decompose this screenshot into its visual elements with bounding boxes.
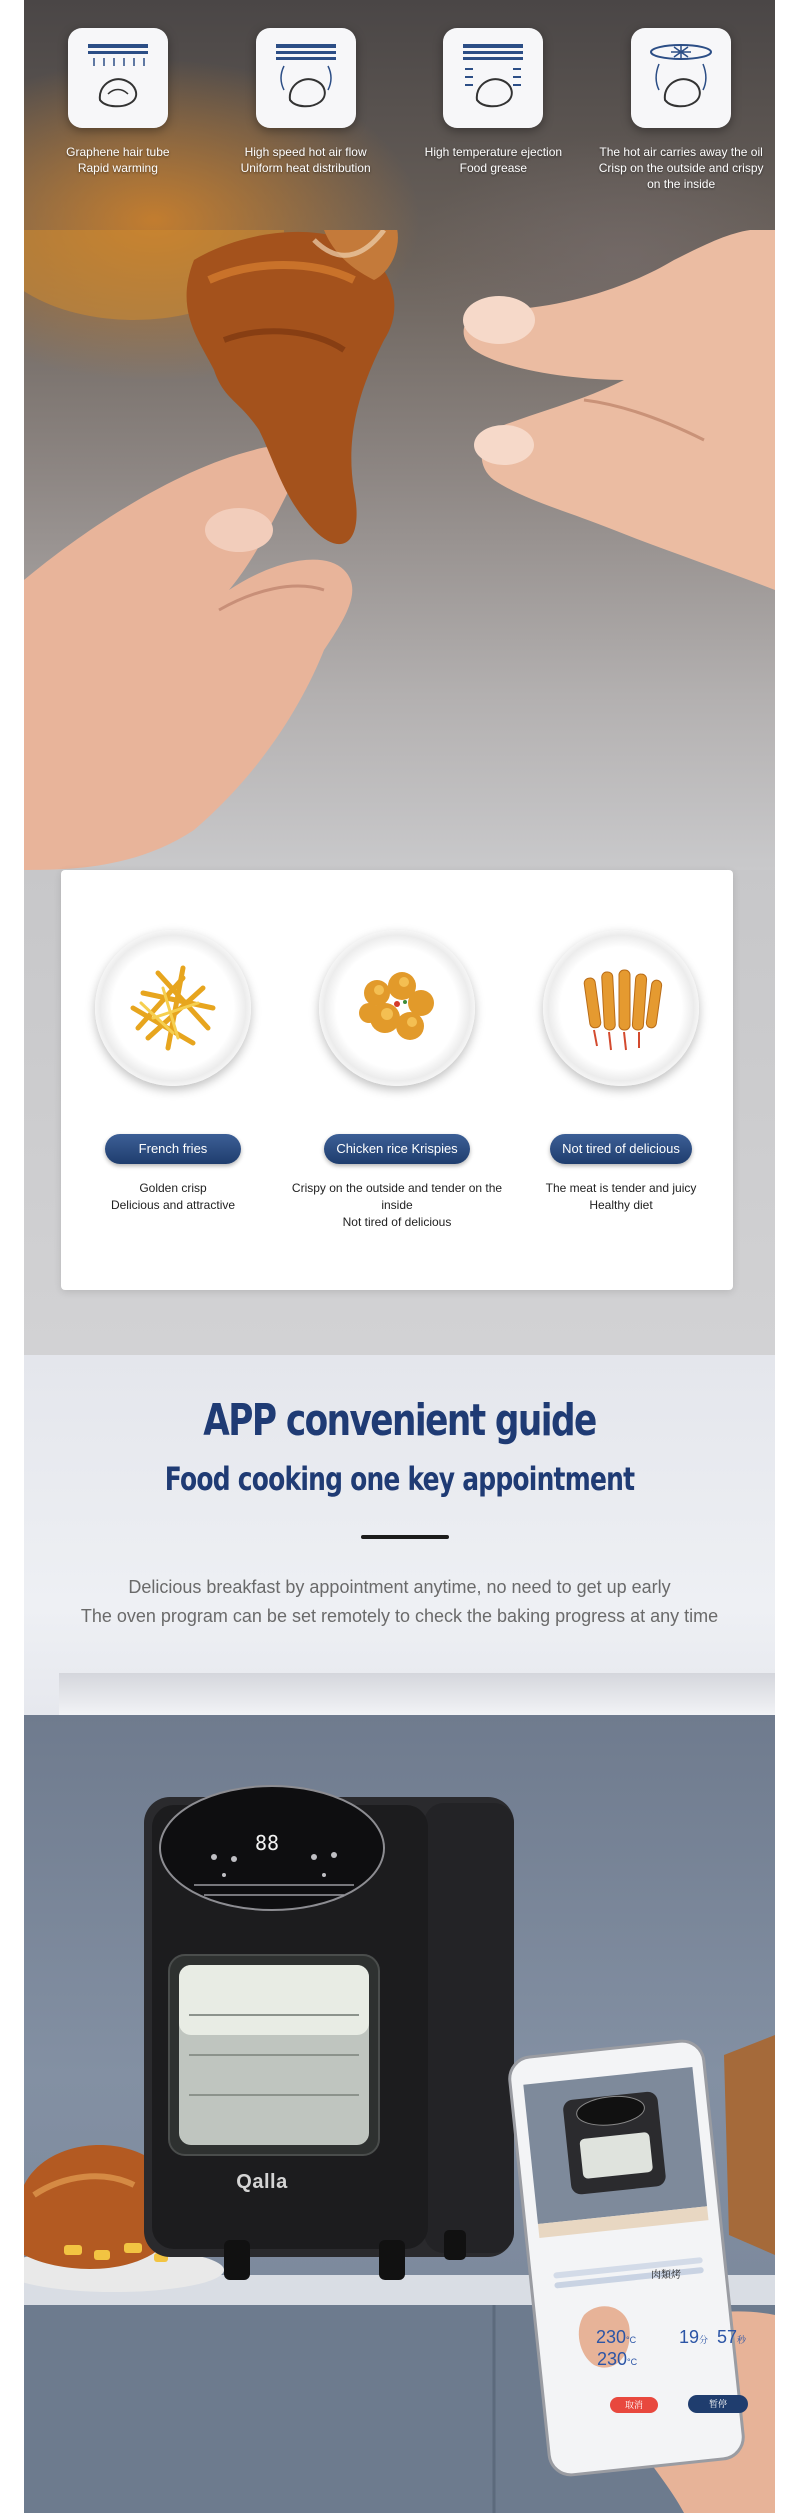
feature-label: High speed hot air flow Uniform heat distribution bbox=[240, 145, 371, 175]
hero-section bbox=[24, 0, 775, 870]
food-item-shrimp bbox=[514, 930, 729, 1231]
hero-chicken-wing-photo bbox=[24, 230, 775, 870]
phone-timer-seconds: 57秒 bbox=[717, 2327, 747, 2347]
app-guide-subtitle: Food cooking one key appointment bbox=[164, 1460, 635, 1498]
oven-brand-logo: Qalla bbox=[236, 2171, 288, 2193]
grease-ejection-icon bbox=[443, 28, 543, 128]
feature-label: Graphene hair tube Rapid warming bbox=[66, 145, 170, 175]
food-name-pill: Not tired of delicious bbox=[550, 1134, 692, 1164]
food-section bbox=[24, 870, 775, 1355]
food-card bbox=[61, 870, 733, 1290]
fried-shrimp-plate-image bbox=[543, 930, 699, 1086]
phone-timer-minutes: 19分 bbox=[679, 2327, 709, 2347]
food-list bbox=[61, 930, 733, 1231]
hot-air-flow-icon bbox=[256, 28, 356, 128]
feature-graphene-tube bbox=[28, 28, 208, 192]
oven-display-readout: 88 bbox=[254, 1831, 280, 1855]
app-guide-title: APP convenient guide bbox=[203, 1395, 596, 1446]
graphene-tube-icon bbox=[68, 28, 168, 128]
food-description: Crispy on the outside and tender on the inside Not tired of delicious bbox=[291, 1181, 503, 1229]
chicken-krispies-plate-image bbox=[319, 930, 475, 1086]
fries-plate-image bbox=[95, 930, 251, 1086]
food-description: The meat is tender and juicy Healthy diet bbox=[545, 1181, 697, 1212]
phone-program-title: 肉類烤 bbox=[651, 2270, 681, 2281]
food-item-fries bbox=[66, 930, 281, 1231]
feature-fan-oil bbox=[591, 28, 771, 192]
phone-cancel-button[interactable]: 取消 bbox=[610, 2397, 658, 2413]
fan-oil-icon bbox=[631, 28, 731, 128]
phone-temperature-lower: 230°C bbox=[597, 2349, 638, 2369]
feature-label: The hot air carries away the oil Crisp on the outside and crispy on the inside bbox=[598, 145, 764, 191]
product-scene bbox=[24, 1715, 775, 2513]
product-scene-illustration bbox=[24, 1715, 775, 2513]
title-divider bbox=[361, 1535, 449, 1539]
food-name-pill: Chicken rice Krispies bbox=[324, 1134, 469, 1164]
feature-label: High temperature ejection Food grease bbox=[424, 145, 563, 175]
food-description: Golden crisp Delicious and attractive bbox=[110, 1181, 236, 1212]
food-item-chicken-krispies bbox=[290, 930, 505, 1231]
feature-row bbox=[24, 28, 775, 192]
app-guide-description: Delicious breakfast by appointment anytime, no need to get up early The oven program can be set remotely to check the baking progress at any time bbox=[80, 1577, 719, 1626]
feature-grease-ejection bbox=[403, 28, 583, 192]
phone-temperature-upper: 230°C bbox=[596, 2327, 637, 2347]
feature-hot-air-flow bbox=[216, 28, 396, 192]
app-guide-section bbox=[24, 1355, 775, 1715]
shelf-edge bbox=[59, 1673, 775, 1715]
phone-pause-button[interactable]: 暂停 bbox=[688, 2395, 748, 2413]
food-name-pill: French fries bbox=[105, 1134, 241, 1164]
